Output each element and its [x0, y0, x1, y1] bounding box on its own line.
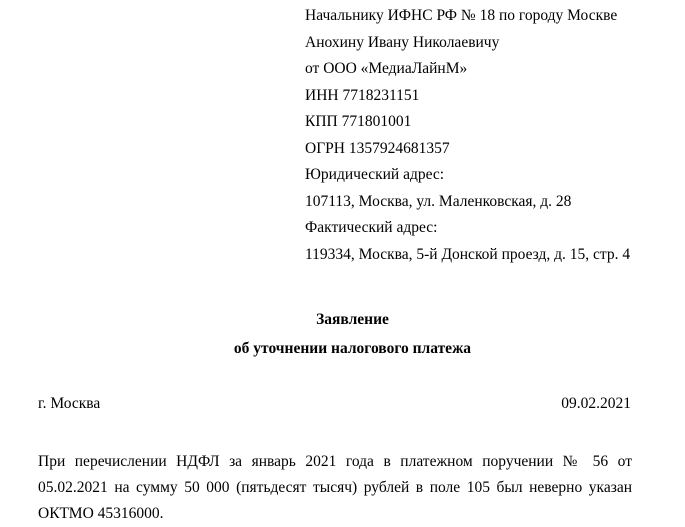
document-title: Заявление — [316, 311, 389, 328]
addressee-block — [305, 6, 630, 271]
document-date: 09.02.2021 — [561, 395, 631, 412]
addressee-recipient: Начальнику ИФНС РФ № 18 по городу Москве — [305, 7, 618, 24]
body-paragraph: При перечислении НДФЛ за январь 2021 года в платежном поручении № 56 от 05.02.2021 на сумму 50 000 (пятьдесят тысяч) рублей в поле 105 был неверно указан ОКТМО 45316000. — [38, 453, 632, 522]
legal-address: 107113, Москва, ул. Маленковская, д. 28 — [305, 192, 572, 210]
addressee-name: Анохину Ивану Николаевичу — [305, 33, 500, 51]
legal-address-label: Юридический адрес: — [305, 166, 445, 183]
sender-kpp: КПП 771801001 — [305, 113, 412, 130]
document-place: г. Москва — [38, 395, 101, 412]
document-subtitle: об уточнении налогового платежа — [233, 340, 472, 357]
sender-inn: ИНН 7718231151 — [305, 86, 420, 104]
place-date-row — [38, 395, 631, 413]
sender-ogrn: ОГРН 1357924681357 — [305, 139, 450, 157]
actual-address: 119334, Москва, 5-й Донской проезд, д. 15, стр. 4 — [305, 245, 631, 263]
actual-address-label: Фактический адрес: — [305, 219, 438, 236]
sender-company: от ООО «МедиаЛайнМ» — [305, 60, 468, 77]
